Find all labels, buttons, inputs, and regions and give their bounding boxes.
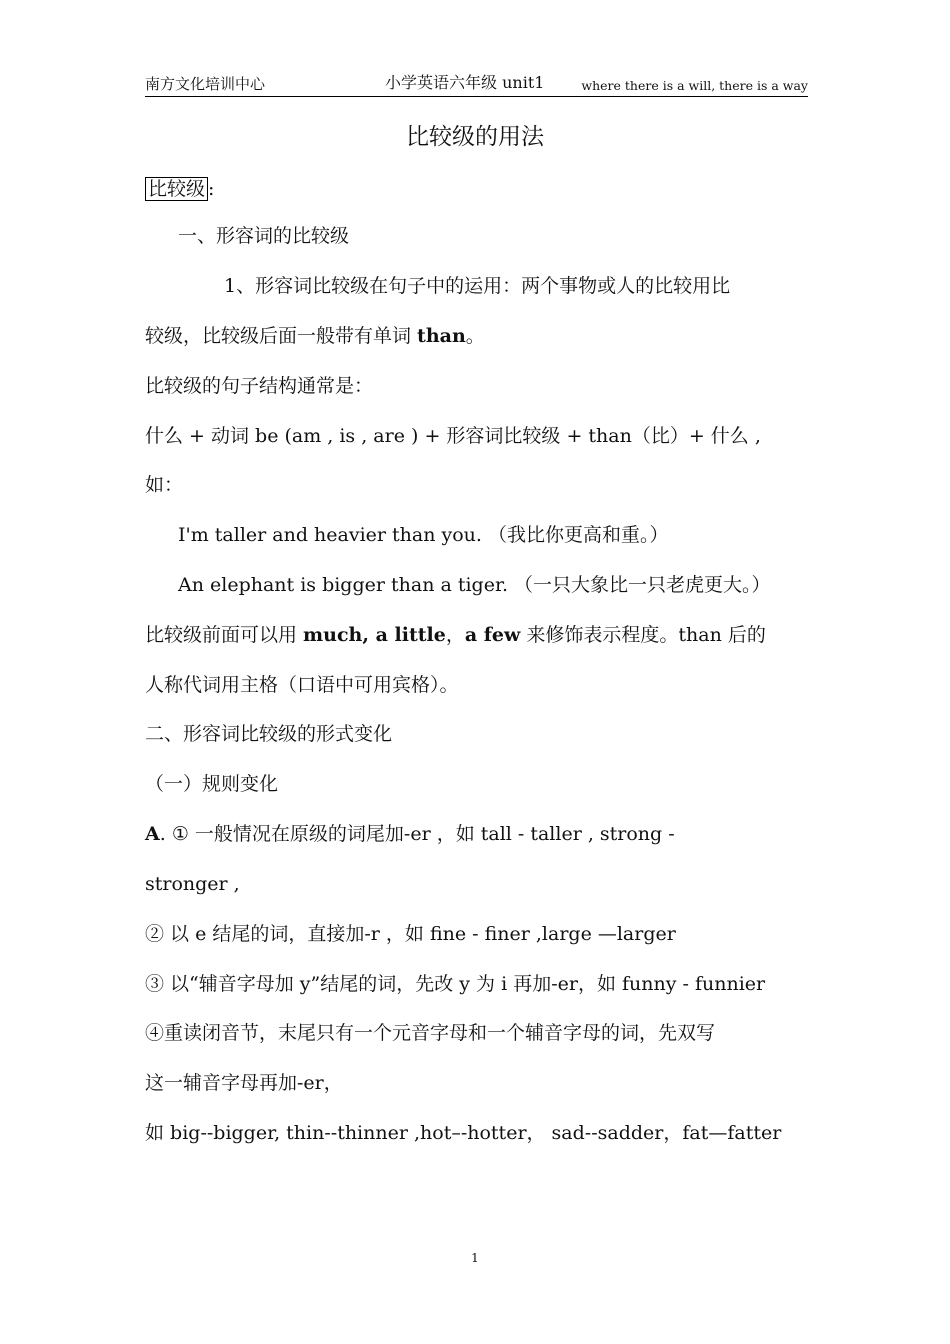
text-run: 来修饰表示程度。than 后的 [520,624,766,646]
rule-line: 如 big--bigger, thin--thinner ,hot–-hotter， sad--sadder，fat—fatter [145,1122,782,1144]
rule-line: ④重读闭音节，末尾只有一个元音字母和一个辅音字母的词，先双写 [145,1022,716,1044]
example-line: An elephant is bigger than a tiger. （一只大象比一只老虎更大。） [178,574,771,596]
text-run: . ① 一般情况在原级的词尾加-er ，如 tall - taller , strong - [159,823,675,845]
paragraph-line: 比较级的句子结构通常是： [145,375,374,397]
header-right: where there is a will, there is a way [581,78,808,93]
bold-run: much, a little [303,624,446,646]
page-title: 比较级的用法 [406,124,544,150]
formula-line: 什么 + 动词 be (am , is , are ) + 形容词比较级 + than（比）+ 什么 , [145,425,761,447]
header-left: 南方文化培训中心 [145,75,266,93]
rule-line [145,821,675,847]
example-line: I'm taller and heavier than you. （我比你更高和重。） [178,524,669,546]
rule-line: 这一辅音字母再加-er， [145,1072,343,1094]
text-run: 比较级前面可以用 [145,624,304,646]
heading-one: 一、形容词的比较级 [178,225,350,247]
header-center: 小学英语六年级 unit1 [385,73,545,92]
paragraph-line: 如： [145,474,184,496]
section-label [145,176,214,202]
text-run: 。 [465,325,485,347]
rule-line: ③ 以“辅音字母加 y”结尾的词，先改 y 为 i 再加-er，如 funny - funnier [145,973,766,995]
label-suffix: : [208,178,215,200]
boxed-label: 比较级 [145,177,208,201]
page-header [145,70,808,97]
paragraph-line: 人称代词用主格（口语中可用宾格）。 [145,674,459,696]
paragraph-line [145,323,485,349]
paragraph-line [145,622,766,648]
bold-run: than [417,325,466,347]
subheading: （一）规则变化 [145,773,279,795]
text-run: ， [445,624,465,646]
rule-line: stronger , [145,873,240,895]
text-run: 较级，比较级后面一般带有单词 [145,325,418,347]
bold-run: a few [464,624,521,646]
bold-run: A [145,823,160,845]
rule-line: ② 以 e 结尾的词，直接加-r ，如 fine - finer ,large —larger [145,923,676,945]
heading-two: 二、形容词比较级的形式变化 [145,723,393,745]
page-number: 1 [471,1251,479,1265]
paragraph-line: 1、形容词比较级在句子中的运用：两个事物或人的比较用比 [224,275,731,297]
